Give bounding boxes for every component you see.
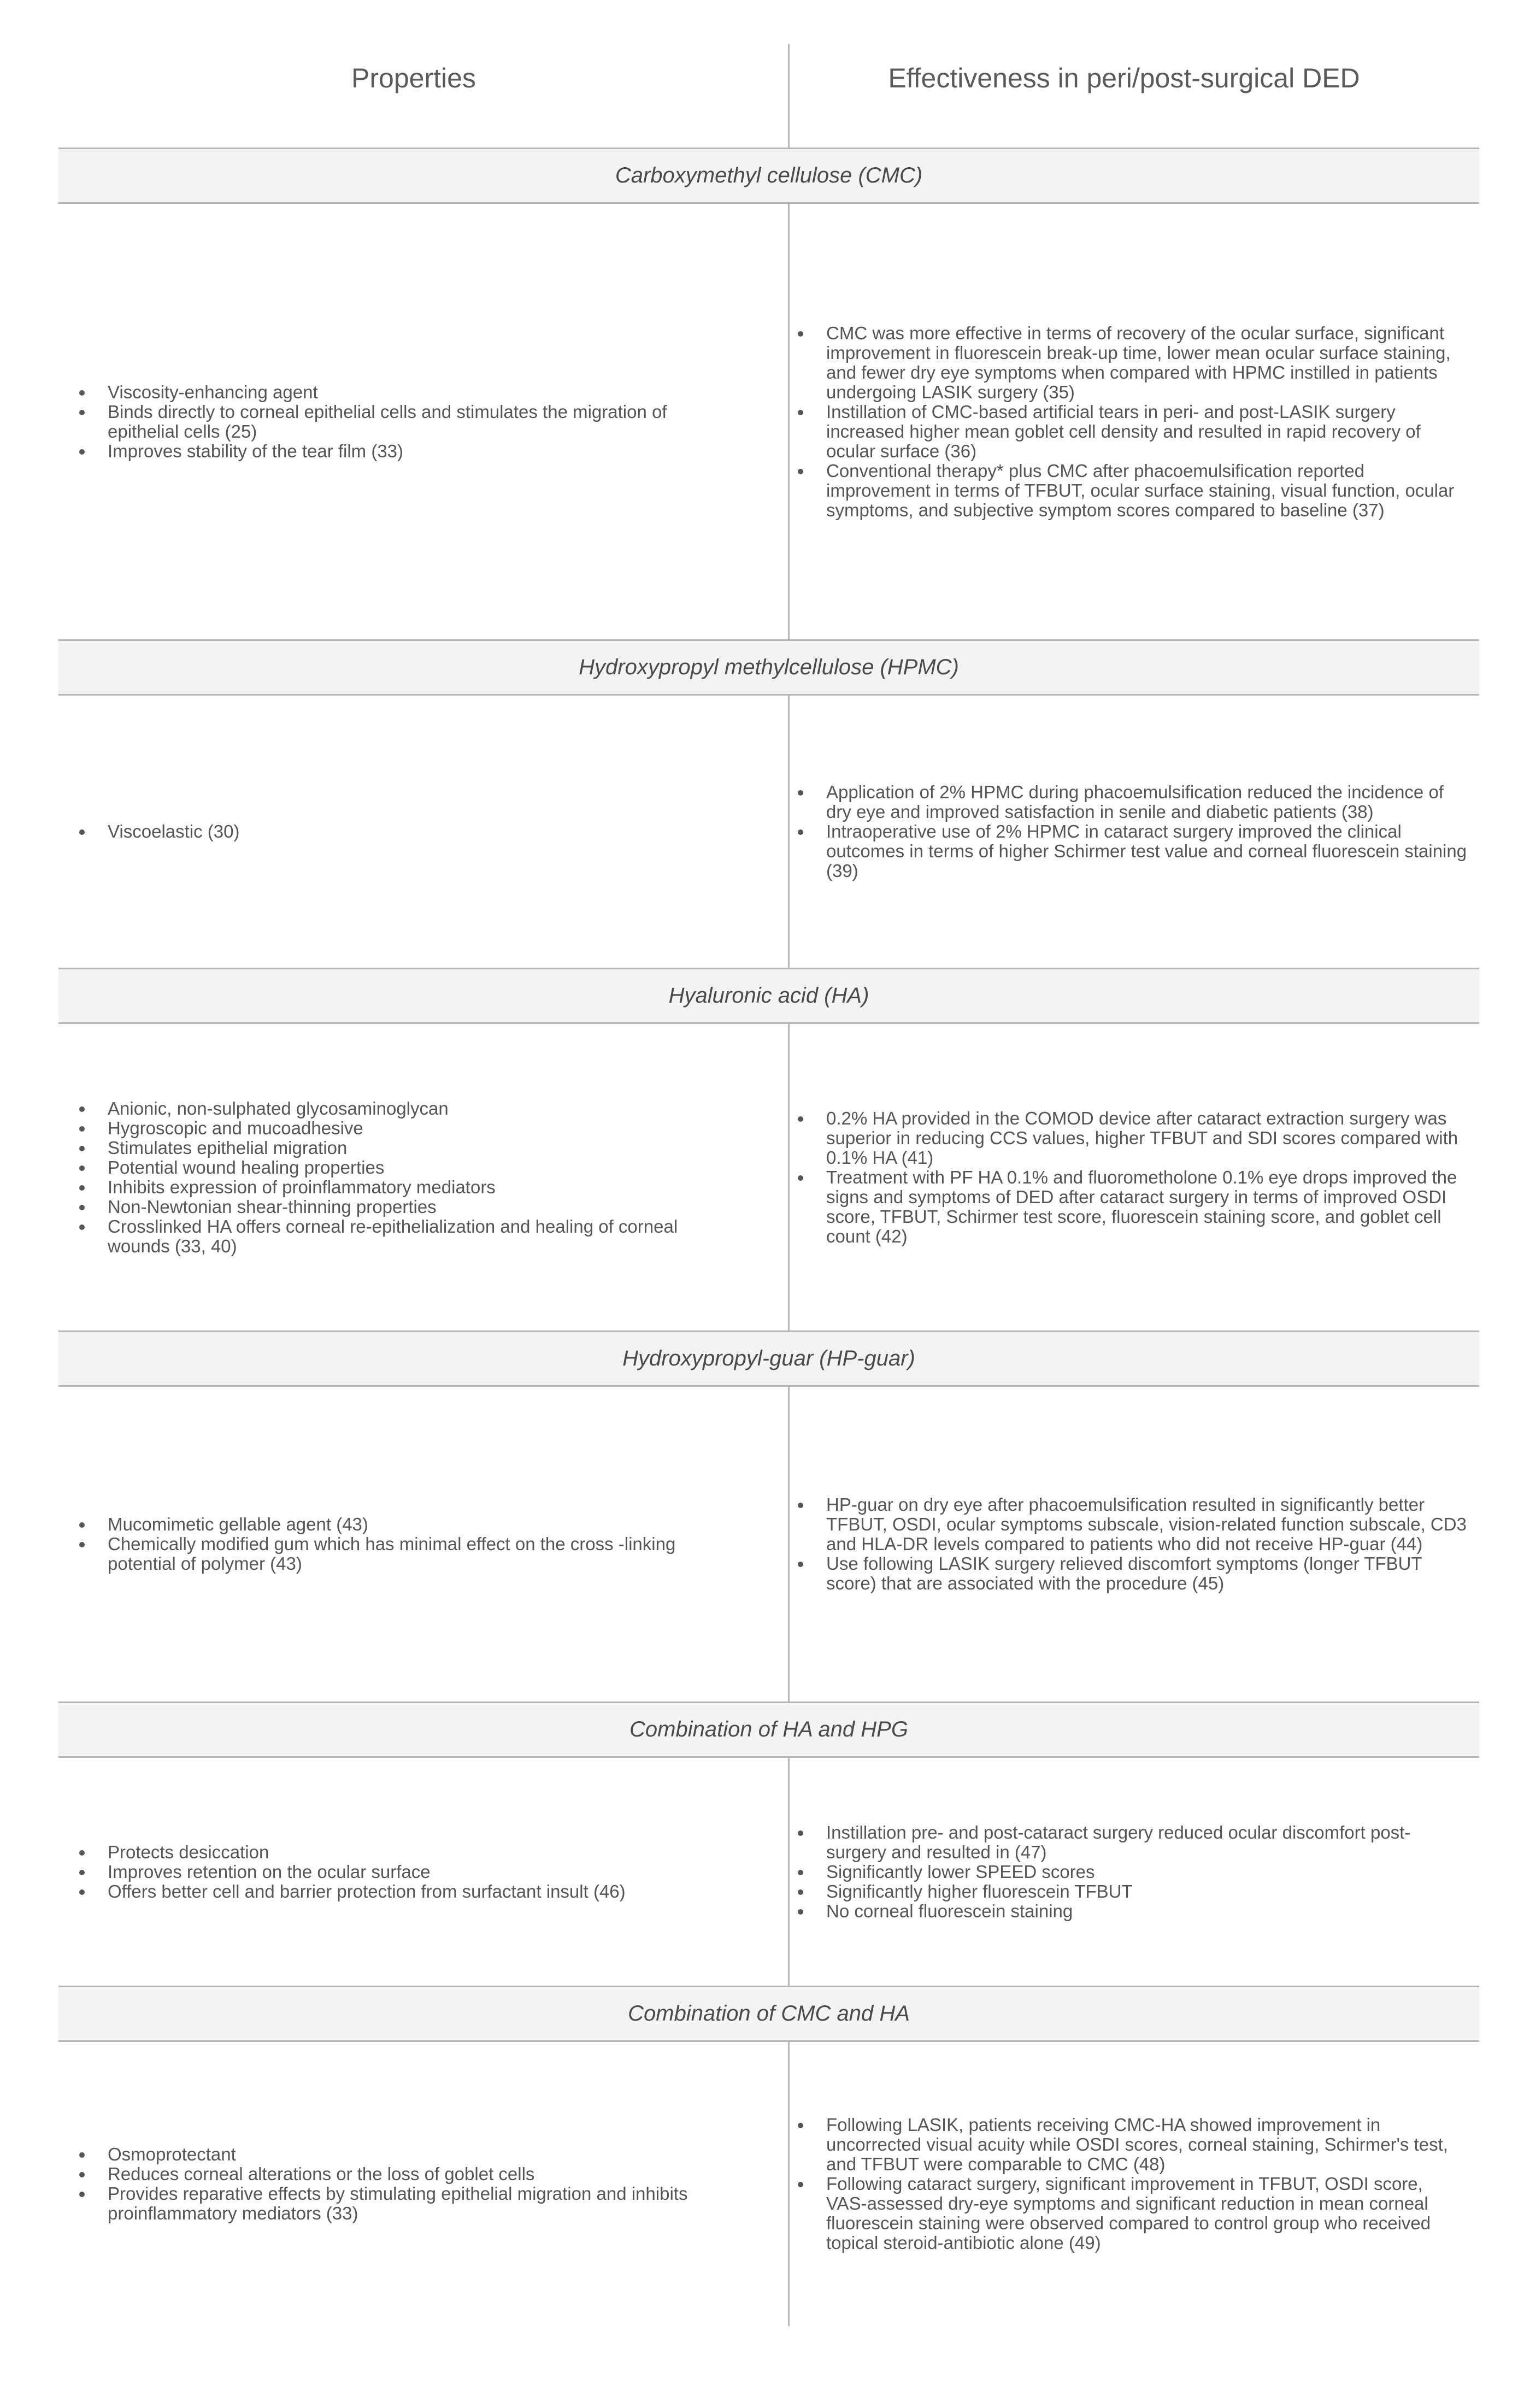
effectiveness-list: [788, 323, 1468, 520]
list-item: Binds directly to corneal epithelial cells and stimulates the migration of epithelial cells (25): [69, 402, 736, 441]
section-title: Hydroxypropyl-guar (HP-guar): [58, 1330, 1479, 1387]
list-item: No corneal fluorescein staining: [788, 1901, 1468, 1921]
header-effectiveness: Effectiveness in peri/post-surgical DED: [888, 62, 1360, 93]
table-section: [58, 148, 1479, 639]
list-item: Instillation pre- and post-cataract surgery reduced ocular discomfort post-surgery and resulted in (47): [788, 1823, 1468, 1862]
section-title: Combination of HA and HPG: [58, 1702, 1479, 1758]
column-divider: [788, 696, 790, 968]
list-item: Potential wound healing properties: [69, 1158, 736, 1177]
list-item: Stimulates epithelial migration: [69, 1138, 736, 1158]
section-title: Carboxymethyl cellulose (CMC): [58, 148, 1479, 204]
table-header-row: [58, 0, 1479, 148]
list-item: CMC was more effective in terms of recovery of the ocular surface, significant improvement in fluorescein break-up time, lower mean ocular surface staining, and fewer dry eye symptoms when compared with HPMC instilled in patients undergoing LASIK surgery (35): [788, 323, 1468, 402]
column-divider: [788, 1387, 790, 1702]
list-item: Reduces corneal alterations or the loss of goblet cells: [69, 2164, 736, 2184]
properties-cell: [58, 1024, 769, 1330]
list-item: Following LASIK, patients receiving CMC-HA showed improvement in uncorrected visual acuity while OSDI scores, corneal staining, Schirmer's test, and TFBUT were comparable to CMC (48): [788, 2115, 1468, 2174]
list-item: Following cataract surgery, significant improvement in TFBUT, OSDI score, VAS-assessed dry-eye symptoms and significant reduction in mean corneal fluorescein staining were observed compared to control group who received topical steroid-antibiotic alone (49): [788, 2174, 1468, 2253]
properties-cell: [58, 2042, 769, 2326]
list-item: Significantly higher fluorescein TFBUT: [788, 1882, 1468, 1901]
section-content-row: [58, 1758, 1479, 1986]
header-divider: [788, 44, 790, 148]
section-content-row: [58, 2042, 1479, 2326]
table-section: [58, 1330, 1479, 1702]
properties-list: [69, 1515, 736, 1574]
section-content-row: [58, 1387, 1479, 1702]
column-divider: [788, 1024, 790, 1330]
section-content-row: [58, 204, 1479, 639]
list-item: Intraoperative use of 2% HPMC in cataract surgery improved the clinical outcomes in terms of higher Schirmer test value and corneal fluorescein staining (39): [788, 822, 1468, 881]
section-content-row: [58, 696, 1479, 968]
list-item: Treatment with PF HA 0.1% and fluorometholone 0.1% eye drops improved the signs and symptoms of DED after cataract surgery in terms of improved OSDI score, TFBUT, Schirmer test score, fluorescein staining score, and goblet cell count (42): [788, 1168, 1468, 1246]
header-properties: Properties: [351, 62, 476, 93]
effectiveness-cell: [769, 1387, 1479, 1702]
properties-list: [69, 1099, 736, 1256]
properties-cell: [58, 1758, 769, 1986]
list-item: Non-Newtonian shear-thinning properties: [69, 1197, 736, 1217]
effectiveness-cell: [769, 2042, 1479, 2326]
properties-list: [69, 2145, 736, 2223]
properties-cell: [58, 696, 769, 968]
list-item: Anionic, non-sulphated glycosaminoglycan: [69, 1099, 736, 1118]
section-title: Hydroxypropyl methylcellulose (HPMC): [58, 639, 1479, 696]
properties-cell: [58, 1387, 769, 1702]
list-item: Inhibits expression of proinflammatory mediators: [69, 1177, 736, 1197]
effectiveness-list: [788, 1109, 1468, 1246]
properties-list: [69, 1842, 736, 1901]
table-section: [58, 1702, 1479, 1986]
section-title: Hyaluronic acid (HA): [58, 968, 1479, 1024]
list-item: Protects desiccation: [69, 1842, 736, 1862]
properties-list: [69, 382, 736, 461]
list-item: Conventional therapy* plus CMC after phacoemulsification reported improvement in terms of TFBUT, ocular surface staining, visual function, ocular symptoms, and subjective symptom scores compared to baseline (37): [788, 461, 1468, 520]
list-item: Chemically modified gum which has minimal effect on the cross -linking potential of polymer (43): [69, 1534, 736, 1574]
section-content-row: [58, 1024, 1479, 1330]
column-divider: [788, 204, 790, 639]
effectiveness-cell: [769, 1024, 1479, 1330]
table-body: [58, 148, 1479, 2326]
column-divider: [788, 2042, 790, 2326]
comparison-table: [58, 0, 1479, 2326]
list-item: Offers better cell and barrier protection from surfactant insult (46): [69, 1882, 736, 1901]
effectiveness-list: [788, 1823, 1468, 1921]
table-section: [58, 639, 1479, 968]
effectiveness-list: [788, 1495, 1468, 1593]
list-item: Use following LASIK surgery relieved discomfort symptoms (longer TFBUT score) that are associated with the procedure (45): [788, 1554, 1468, 1593]
list-item: Provides reparative effects by stimulating epithelial migration and inhibits proinflammatory mediators (33): [69, 2184, 736, 2223]
list-item: Instillation of CMC-based artificial tears in peri- and post-LASIK surgery increased higher mean goblet cell density and resulted in rapid recovery of ocular surface (36): [788, 402, 1468, 461]
section-title: Combination of CMC and HA: [58, 1986, 1479, 2042]
column-divider: [788, 1758, 790, 1986]
effectiveness-list: [788, 782, 1468, 881]
list-item: HP-guar on dry eye after phacoemulsification resulted in significantly better TFBUT, OSDI, ocular symptoms subscale, vision-related function subscale, CD3 and HLA-DR levels compared to patients who did not receive HP-guar (44): [788, 1495, 1468, 1554]
list-item: 0.2% HA provided in the COMOD device after cataract extraction surgery was superior in reducing CCS values, higher TFBUT and SDI scores compared with 0.1% HA (41): [788, 1109, 1468, 1168]
list-item: Hygroscopic and mucoadhesive: [69, 1118, 736, 1138]
effectiveness-cell: [769, 1758, 1479, 1986]
list-item: Improves stability of the tear film (33): [69, 441, 736, 461]
effectiveness-cell: [769, 204, 1479, 639]
list-item: Improves retention on the ocular surface: [69, 1862, 736, 1882]
list-item: Crosslinked HA offers corneal re-epithelialization and healing of corneal wounds (33, 40): [69, 1217, 736, 1256]
list-item: Osmoprotectant: [69, 2145, 736, 2164]
table-section: [58, 968, 1479, 1330]
properties-cell: [58, 204, 769, 639]
effectiveness-cell: [769, 696, 1479, 968]
list-item: Viscoelastic (30): [69, 822, 736, 841]
properties-list: [69, 822, 736, 841]
table-section: [58, 1986, 1479, 2326]
list-item: Mucomimetic gellable agent (43): [69, 1515, 736, 1534]
list-item: Significantly lower SPEED scores: [788, 1862, 1468, 1882]
effectiveness-list: [788, 2115, 1468, 2253]
list-item: Application of 2% HPMC during phacoemulsification reduced the incidence of dry eye and improved satisfaction in senile and diabetic patients (38): [788, 782, 1468, 822]
list-item: Viscosity-enhancing agent: [69, 382, 736, 402]
